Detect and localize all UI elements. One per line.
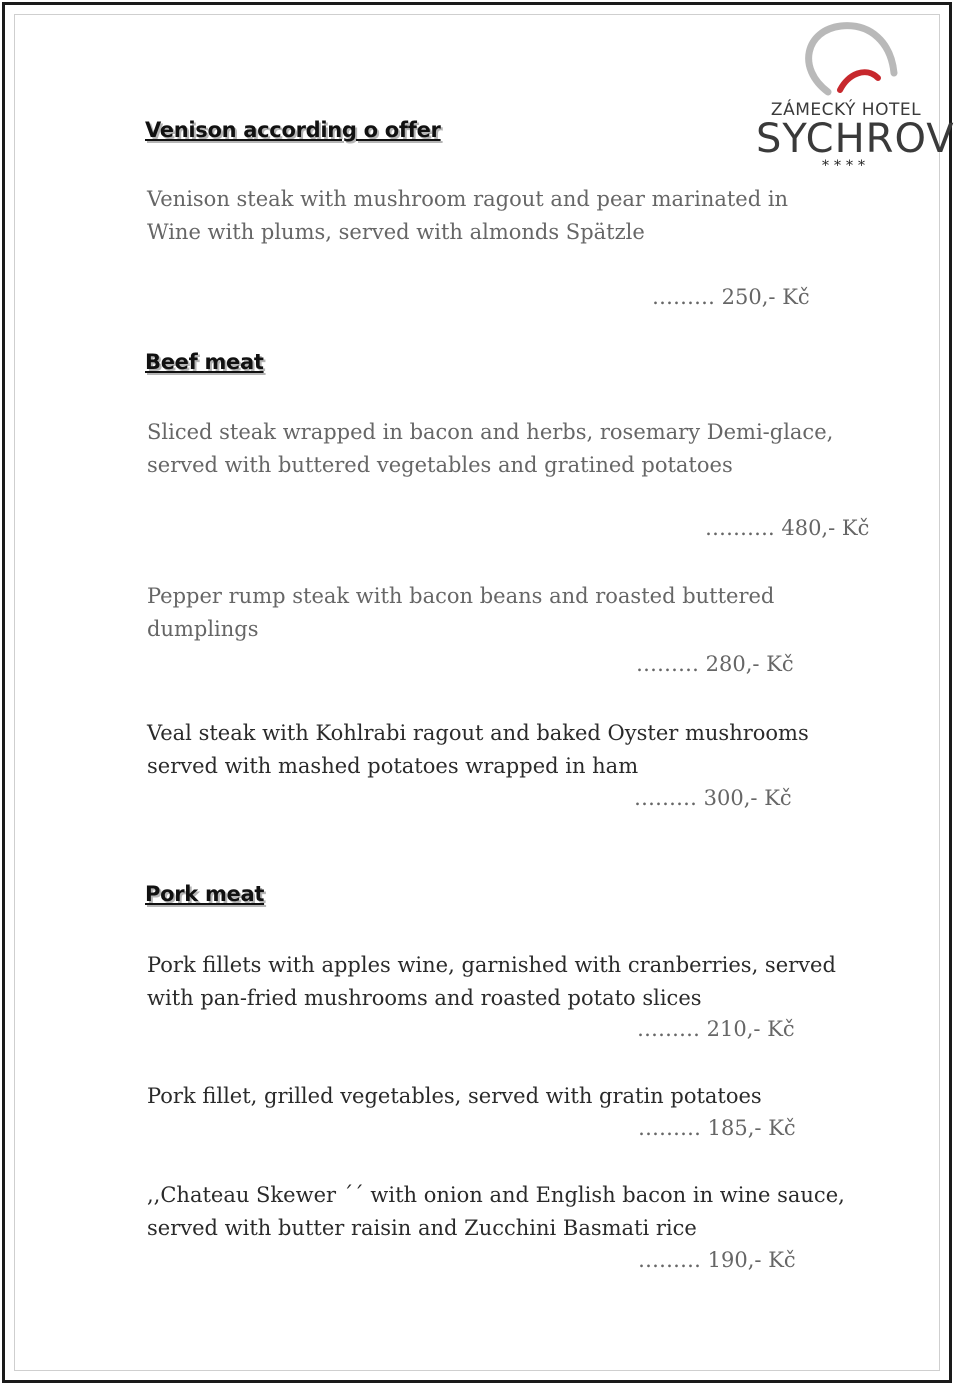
menu-item-line: served with butter raisin and Zucchini Basmati rice — [147, 1216, 697, 1240]
logo-brand-name: SYCHROV — [756, 116, 955, 162]
menu-item-description — [147, 949, 836, 1015]
menu-item-description — [147, 1179, 845, 1245]
menu-item-price: ……… 190,- Kč — [638, 1248, 796, 1272]
logo-swirl-icon — [756, 18, 936, 103]
menu-item-price: ……… 300,- Kč — [634, 786, 792, 810]
hotel-logo — [756, 18, 955, 178]
menu-item-line: dumplings — [147, 617, 259, 641]
menu-item-line: Wine with plums, served with almonds Spätzle — [147, 220, 645, 244]
section-title-beef: Beef meat — [145, 350, 264, 374]
menu-item-description — [147, 717, 809, 783]
menu-item-description — [147, 416, 833, 482]
menu-item-line: Veal steak with Kohlrabi ragout and baked Oyster mushrooms — [147, 721, 809, 745]
menu-item-line: served with buttered vegetables and gratined potatoes — [147, 453, 733, 477]
logo-stars: **** — [822, 158, 870, 174]
menu-item-line: Pork fillet, grilled vegetables, served with gratin potatoes — [147, 1084, 762, 1108]
menu-item-line: ,,Chateau Skewer ´´ with onion and English bacon in wine sauce, — [147, 1183, 845, 1207]
menu-item-line: Venison steak with mushroom ragout and pear marinated in — [147, 187, 789, 211]
menu-item-price: ………. 480,- Kč — [705, 516, 870, 540]
menu-item-description — [147, 1080, 762, 1113]
section-title-venison: Venison according o offer — [145, 118, 441, 142]
menu-item-price: ……… 210,- Kč — [637, 1017, 795, 1041]
menu-item-line: Pork fillets with apples wine, garnished with cranberries, served — [147, 953, 836, 977]
menu-item-price: ……… 185,- Kč — [638, 1116, 796, 1140]
menu-item-price: ……… 250,- Kč — [652, 285, 810, 309]
logo-hotel-line: ZÁMECKÝ HOTEL — [770, 100, 922, 120]
menu-item-description — [147, 183, 788, 249]
menu-item-line: served with mashed potatoes wrapped in ham — [147, 754, 639, 778]
menu-item-description — [147, 580, 774, 646]
menu-item-price: ……… 280,- Kč — [636, 652, 794, 676]
menu-item-line: Pepper rump steak with bacon beans and roasted buttered — [147, 584, 775, 608]
section-title-pork: Pork meat — [145, 882, 265, 906]
menu-item-line: with pan-fried mushrooms and roasted potato slices — [147, 986, 702, 1010]
menu-item-line: Sliced steak wrapped in bacon and herbs, rosemary Demi-glace, — [147, 420, 834, 444]
